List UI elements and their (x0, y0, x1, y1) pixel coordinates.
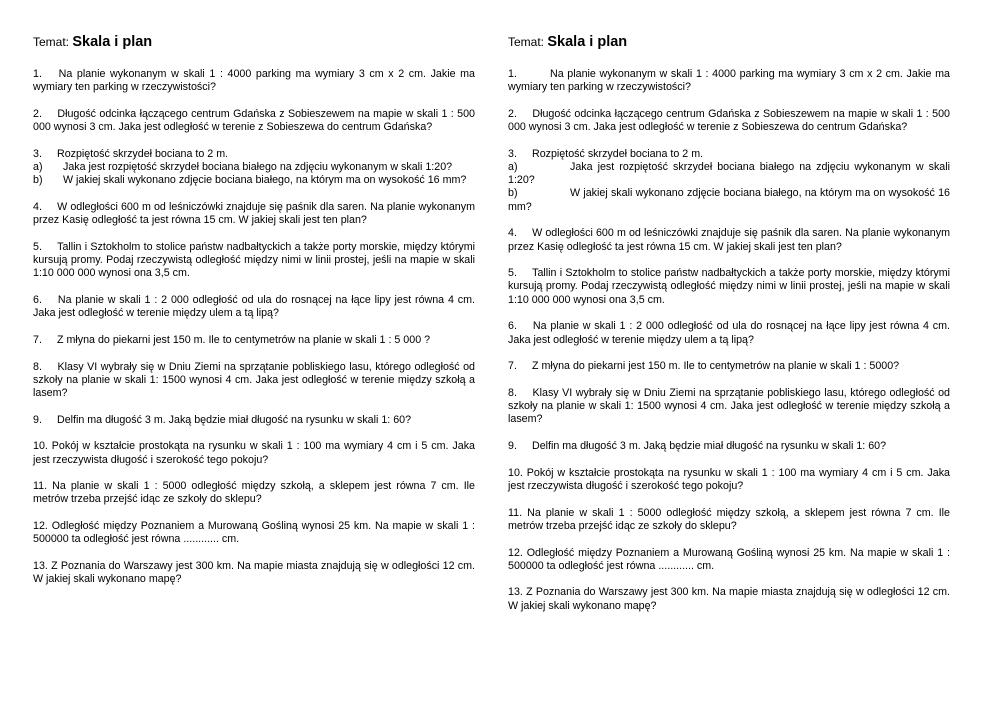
worksheet-title (33, 34, 475, 50)
question-number: 4. (508, 227, 517, 240)
question-3-part-b (33, 174, 475, 187)
sub-text: Jaka jest rozpiętość skrzydeł bociana białego na zdjęciu wykonanym w skali 1:20? (63, 161, 453, 174)
question-text: Delfin ma długość 3 m. Jaką będzie miał długość na rysunku w skali 1: 60? (531, 440, 887, 453)
question-text: Z Poznania do Warszawy jest 300 km. Na mapie miasta znajdują się w odległości 12 cm. W jakiej skali wykonano mapę? (508, 586, 950, 612)
question-number: 8. (508, 386, 517, 399)
question-7 (33, 334, 475, 347)
question-10 (33, 440, 475, 466)
question-text: Długość odcinka łączącego centrum Gdańska z Sobieszewem na mapie w skali 1 : 500 000 wynosi 3 cm. Jaka jest odległość w terenie z Sobieszewa do centrum Gdańska? (508, 107, 950, 134)
question-1 (33, 68, 475, 94)
question-6 (33, 294, 475, 320)
question-number: 11. (508, 506, 523, 519)
question-number: 5. (508, 267, 517, 280)
question-number: 6. (508, 320, 517, 333)
question-number: 12. (508, 546, 523, 559)
question-text: Klasy VI wybrały się w Dniu Ziemi na sprzątanie pobliskiego lasu, którego odległość od szkoły na planie w skali 1: 1500 wynosi 4 cm. Jaka jest odległość w terenie między szkołą a lasem? (33, 360, 475, 399)
question-number: 9. (33, 413, 42, 426)
question-7 (508, 360, 950, 373)
question-4 (508, 227, 950, 253)
question-number: 10. (33, 440, 48, 453)
worksheet-title (508, 34, 950, 50)
question-text: W odległości 600 m od leśniczówki znajduje się paśnik dla saren. Na planie wykonanym przez Kasię odległość ta jest równa 15 cm. W jakiej skali jest ten plan? (33, 200, 475, 227)
question-4 (33, 201, 475, 227)
question-13 (33, 560, 475, 586)
question-text: Klasy VI wybrały się w Dniu Ziemi na sprzątanie pobliskiego lasu, którego odległość od szkoły na planie w skali 1: 1500 wynosi 4 cm. Jaka jest odległość w terenie między szkołą a lasem? (508, 386, 950, 426)
question-number: 9. (508, 440, 517, 453)
question-number: 7. (33, 333, 42, 346)
sub-text: Jaka jest rozpiętość skrzydeł bociana białego na zdjęciu wykonanym w skali 1:20? (508, 161, 950, 187)
question-number: 3. (33, 147, 42, 160)
question-1 (508, 68, 950, 94)
question-text: Na planie w skali 1 : 5000 odległość między szkołą, a sklepem jest równa 7 cm. Ile metrów trzeba przejść idąc ze szkoły do sklepu? (508, 506, 950, 532)
question-5 (508, 267, 950, 307)
question-2 (508, 108, 950, 134)
sub-label: a) (508, 161, 518, 174)
question-3-part-b (508, 187, 950, 213)
question-text: Na planie w skali 1 : 5000 odległość między szkołą, a sklepem jest równa 7 cm. Ile metrów trzeba przejść idąc ze szkoły do sklepu? (33, 480, 475, 506)
question-12 (33, 520, 475, 546)
question-9 (508, 440, 950, 453)
question-text: Z młyna do piekarni jest 150 m. Ile to centymetrów na planie w skali 1 : 5 000 ? (56, 333, 431, 346)
question-text: Długość odcinka łączącego centrum Gdańska z Sobieszewem na mapie w skali 1 : 500 000 wynosi 3 cm. Jaka jest odległość w terenie z Sobieszewa do centrum Gdańska? (33, 107, 475, 134)
question-text: Tallin i Sztokholm to stolice państw nadbałtyckich a także porty morskie, między którymi kursują promy. Podaj rzeczywistą odległość między nimi w linii prostej, jeśli na mapie w skali 1:10 000 000 wynosi ona 3,5 cm. (33, 240, 476, 280)
question-text: Na planie w skali 1 : 2 000 odległość od ula do rosnącej na łące lipy jest równa 4 cm. Jaka jest odległość w terenie między ulem a tą lipą? (508, 320, 950, 346)
title-main: Skala i plan (547, 34, 628, 50)
question-number: 12. (33, 520, 48, 533)
question-10 (508, 467, 950, 493)
question-3 (33, 148, 475, 188)
question-number: 13. (33, 560, 48, 573)
question-11 (33, 480, 475, 506)
question-number: 7. (508, 360, 517, 373)
question-number: 3. (508, 147, 517, 160)
question-number: 2. (33, 107, 42, 120)
question-11 (508, 507, 950, 533)
question-number: 4. (33, 200, 42, 213)
question-3-part-a (508, 161, 950, 187)
question-text: Pokój w kształcie prostokąta na rysunku w skali 1 : 100 ma wymiary 4 cm i 5 cm. Jaka jest rzeczywista długość i szerokość tego pokoju? (33, 440, 475, 466)
question-text: Pokój w kształcie prostokąta na rysunku w skali 1 : 100 ma wymiary 4 cm i 5 cm. Jaka jest rzeczywista długość i szerokość tego pokoju? (508, 466, 950, 492)
question-number: 6. (33, 293, 42, 306)
question-number: 2. (508, 107, 517, 120)
sub-label: a) (33, 161, 43, 174)
question-number: 10. (508, 466, 523, 479)
question-13 (508, 586, 950, 612)
question-3 (508, 148, 950, 214)
question-text: Odległość między Poznaniem a Murowaną Gośliną wynosi 25 km. Na mapie w skali 1 : 500000 ta odległość jest równa ............ cm. (33, 520, 475, 546)
question-3-part-a (33, 161, 475, 174)
title-main: Skala i plan (72, 34, 153, 50)
question-text: Rozpiętość skrzydeł bociana to 2 m. (56, 147, 229, 160)
question-12 (508, 547, 950, 573)
question-9 (33, 414, 475, 427)
question-number: 8. (33, 360, 42, 373)
question-6 (508, 320, 950, 346)
question-number: 11. (33, 480, 48, 493)
question-number: 13. (508, 586, 523, 599)
question-text: Na planie wykonanym w skali 1 : 4000 parking ma wymiary 3 cm x 2 cm. Jakie ma wymiary ten parking w rzeczywistości? (33, 68, 475, 94)
question-number: 1. (33, 68, 42, 80)
question-text: Z Poznania do Warszawy jest 300 km. Na mapie miasta znajdują się w odległości 12 cm. W jakiej skali wykonano mapę? (33, 560, 475, 586)
question-text: Z młyna do piekarni jest 150 m. Ile to centymetrów na planie w skali 1 : 5000? (531, 360, 900, 373)
sub-label: b) (33, 174, 43, 187)
title-prefix: Temat: (508, 35, 545, 49)
question-8 (508, 387, 950, 427)
question-8 (33, 361, 475, 401)
question-5 (33, 241, 475, 281)
sub-text: W jakiej skali wykonano zdjęcie bociana białego, na którym ma on wysokość 16 mm? (63, 174, 467, 187)
question-number: 5. (33, 240, 42, 253)
worksheet-right-column (508, 34, 950, 626)
worksheet-left-column (33, 34, 475, 600)
question-text: Na planie wykonanym w skali 1 : 4000 parking ma wymiary 3 cm x 2 cm. Jakie ma wymiary ten parking w rzeczywistości? (508, 68, 950, 94)
question-2 (33, 108, 475, 134)
question-number: 1. (508, 68, 517, 80)
title-prefix: Temat: (33, 35, 70, 49)
question-text: Na planie w skali 1 : 2 000 odległość od ula do rosnącej na łące lipy jest równa 4 cm. Jaka jest odległość w terenie między ulem a tą lipą? (33, 293, 475, 320)
question-text: Odległość między Poznaniem a Murowaną Gośliną wynosi 25 km. Na mapie w skali 1 : 500000 ta odległość jest równa ............ cm. (508, 546, 950, 572)
question-text: Delfin ma długość 3 m. Jaką będzie miał długość na rysunku w skali 1: 60? (56, 413, 412, 426)
question-text: Tallin i Sztokholm to stolice państw nadbałtyckich a także porty morskie, między którymi kursują promy. Podaj rzeczywistą odległość między nimi w linii prostej, jeśli na mapie w skali 1:10 000 000 wynosi ona 3,5 cm. (508, 267, 951, 306)
sub-text: W jakiej skali wykonano zdjęcie bociana białego, na którym ma on wysokość 16 mm? (508, 187, 950, 213)
question-text: W odległości 600 m od leśniczówki znajduje się paśnik dla saren. Na planie wykonanym przez Kasię odległość ta jest równa 15 cm. W jakiej skali jest ten plan? (508, 227, 950, 253)
sub-label: b) (508, 187, 518, 200)
question-text: Rozpiętość skrzydeł bociana to 2 m. (531, 147, 704, 160)
